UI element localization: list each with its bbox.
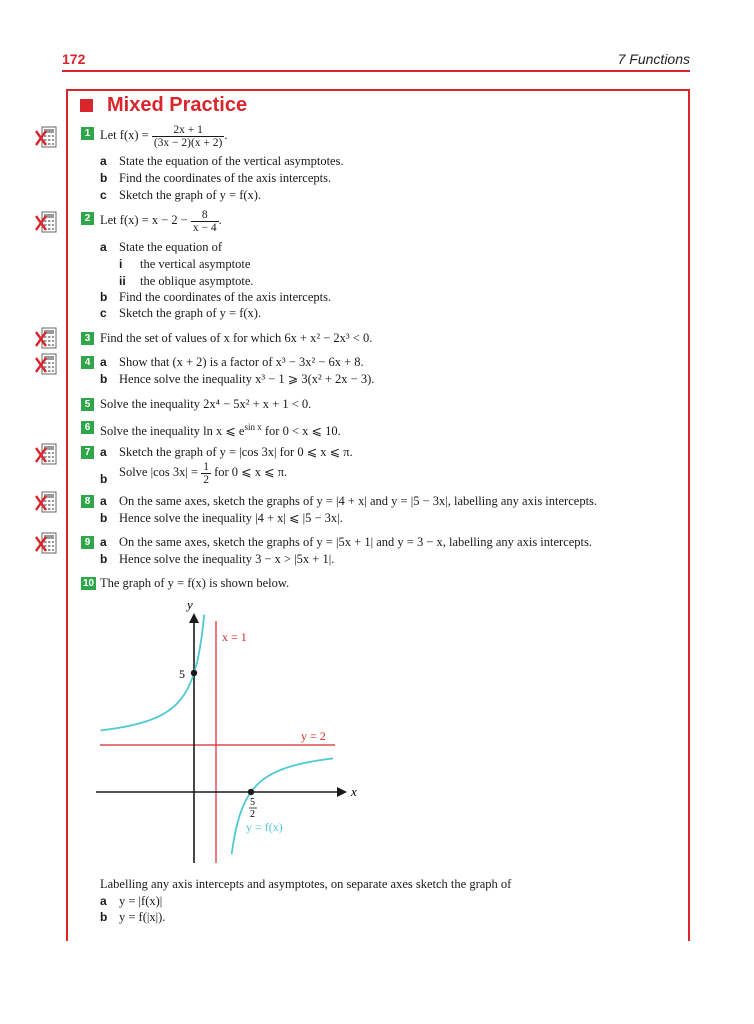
question-10a: y = |f(x)|: [119, 894, 163, 908]
horizontal-asymptote-label: y = 2: [301, 729, 326, 743]
question-1b: Find the coordinates of the axis intercepts.: [119, 171, 332, 185]
question-number-badge: 6: [81, 421, 94, 434]
part-label: b: [100, 171, 108, 185]
question-7b-lead: Solve |cos 3x| =: [119, 465, 202, 479]
part-label: a: [100, 445, 107, 459]
fraction-denominator: 2: [203, 473, 209, 486]
calculator-crossed-icon: [34, 326, 58, 350]
question-8b: Hence solve the inequality |4 + x| ⩽ |5 − 3x|.: [119, 511, 343, 525]
part-label: a: [100, 494, 107, 508]
calculator-crossed-icon: [34, 531, 58, 555]
y-intercept-label: 5: [179, 667, 185, 681]
question-10b: y = f(|x|).: [119, 910, 166, 924]
question-number-badge: 4: [81, 356, 94, 369]
question-1a: State the equation of the vertical asymptotes.: [119, 154, 344, 168]
y-intercept-point: [191, 670, 197, 676]
part-label: i: [119, 257, 123, 271]
part-label: b: [100, 290, 108, 304]
question-3: Find the set of values of x for which 6x + x² − 2x³ < 0.: [100, 331, 373, 345]
question-4b: Hence solve the inequality x³ − 1 ⩾ 3(x² + 2x − 3).: [119, 372, 375, 386]
question-1-stem: [100, 119, 228, 151]
question-5: Solve the inequality 2x⁴ − 5x² + x + 1 < 0.: [100, 397, 312, 411]
part-label: b: [100, 552, 108, 566]
part-label: a: [100, 535, 107, 549]
question-number-badge: 1: [81, 127, 94, 140]
question-number-badge: 7: [81, 446, 94, 459]
question-6-pre: Solve the inequality ln x ⩽ e: [100, 424, 245, 439]
question-number-badge: 5: [81, 398, 94, 411]
question-6-post: for 0 < x ⩽ 10.: [261, 424, 341, 439]
question-2-fraction: [191, 209, 219, 234]
calculator-crossed-icon: [34, 352, 58, 376]
part-label: a: [100, 154, 107, 168]
part-label: b: [100, 472, 108, 486]
question-7b-fraction: [201, 461, 211, 486]
part-label: a: [100, 355, 107, 369]
fraction-denominator: x − 4: [192, 221, 217, 234]
calculator-crossed-icon: [34, 210, 58, 234]
calculator-crossed-icon: [34, 125, 58, 149]
calculator-crossed-icon: [34, 490, 58, 514]
question-7b: [119, 457, 287, 487]
part-label: b: [100, 372, 108, 386]
question-number-badge: 10: [82, 578, 95, 589]
question-6-exponent: sin x: [244, 422, 262, 432]
fraction-denominator: (3x − 2)(x + 2): [153, 136, 223, 149]
fraction-numerator: 2x + 1: [152, 124, 225, 137]
question-2-tail: .: [218, 213, 222, 227]
x-axis-label: x: [351, 784, 357, 799]
fraction-numerator: 1: [203, 460, 209, 473]
question-9a: On the same axes, sketch the graphs of y = |5x + 1| and y = 3 − x, labelling any axis intercepts.: [119, 535, 593, 549]
question-2b: Find the coordinates of the axis intercepts.: [119, 290, 332, 304]
part-label: a: [100, 240, 107, 254]
part-label: b: [100, 910, 108, 924]
question-number-badge: 9: [81, 536, 94, 549]
question-2a-ii: the oblique asymptote.: [140, 274, 254, 288]
vertical-asymptote-label: x = 1: [222, 630, 247, 644]
fraction-numerator: 8: [191, 209, 219, 222]
part-label: c: [100, 188, 107, 202]
curve-label: y = f(x): [246, 820, 283, 834]
part-label: ii: [119, 274, 126, 288]
x-intercept-point: [248, 789, 254, 795]
question-8a: On the same axes, sketch the graphs of y = |4 + x| and y = |5 − 3x|, labelling any axis intercepts.: [119, 494, 598, 508]
question-2a-i: the vertical asymptote: [140, 257, 251, 271]
question-2-lead: Let f(x) = x − 2 −: [100, 213, 191, 227]
question-2c: Sketch the graph of y = f(x).: [119, 306, 262, 320]
curve-right-branch: [232, 758, 334, 854]
question-4a: Show that (x + 2) is a factor of x³ − 3x² − 6x + 8.: [119, 355, 364, 369]
page-number: 172: [62, 51, 86, 67]
function-graph: [90, 595, 370, 870]
x-intercept-numerator: 5: [250, 797, 255, 808]
question-1c: Sketch the graph of y = f(x).: [119, 188, 262, 202]
question-number-badge: 8: [81, 495, 94, 508]
section-title: Mixed Practice: [107, 94, 248, 116]
calculator-crossed-icon: [34, 442, 58, 466]
question-10: The graph of y = f(x) is shown below.: [100, 576, 290, 590]
section-marker-icon: [80, 99, 93, 112]
question-1-lead: Let f(x) =: [100, 128, 152, 142]
question-6: [100, 419, 341, 439]
question-9b: Hence solve the inequality 3 − x > |5x + 1|.: [119, 552, 335, 566]
question-number-badge: 3: [81, 332, 94, 345]
part-label: b: [100, 511, 108, 525]
header-rule: [62, 70, 690, 72]
question-10-instruction: Labelling any axis intercepts and asymptotes, on separate axes sketch the graph of: [100, 877, 512, 891]
y-axis-label: y: [187, 597, 193, 612]
part-label: c: [100, 306, 107, 320]
question-7b-tail: for 0 ⩽ x ⩽ π.: [210, 465, 288, 479]
question-number-badge: 2: [81, 212, 94, 225]
question-1-tail: .: [224, 128, 228, 142]
part-label: a: [100, 894, 107, 908]
x-intercept-denominator: 2: [250, 809, 255, 820]
question-7a: Sketch the graph of y = |cos 3x| for 0 ⩽ x ⩽ π.: [119, 445, 353, 459]
curve-left-branch: [101, 615, 205, 731]
question-2-stem: [100, 204, 222, 236]
chapter-title: 7 Functions: [617, 51, 690, 67]
question-1-fraction: [152, 123, 228, 149]
question-2a: State the equation of: [119, 240, 223, 254]
